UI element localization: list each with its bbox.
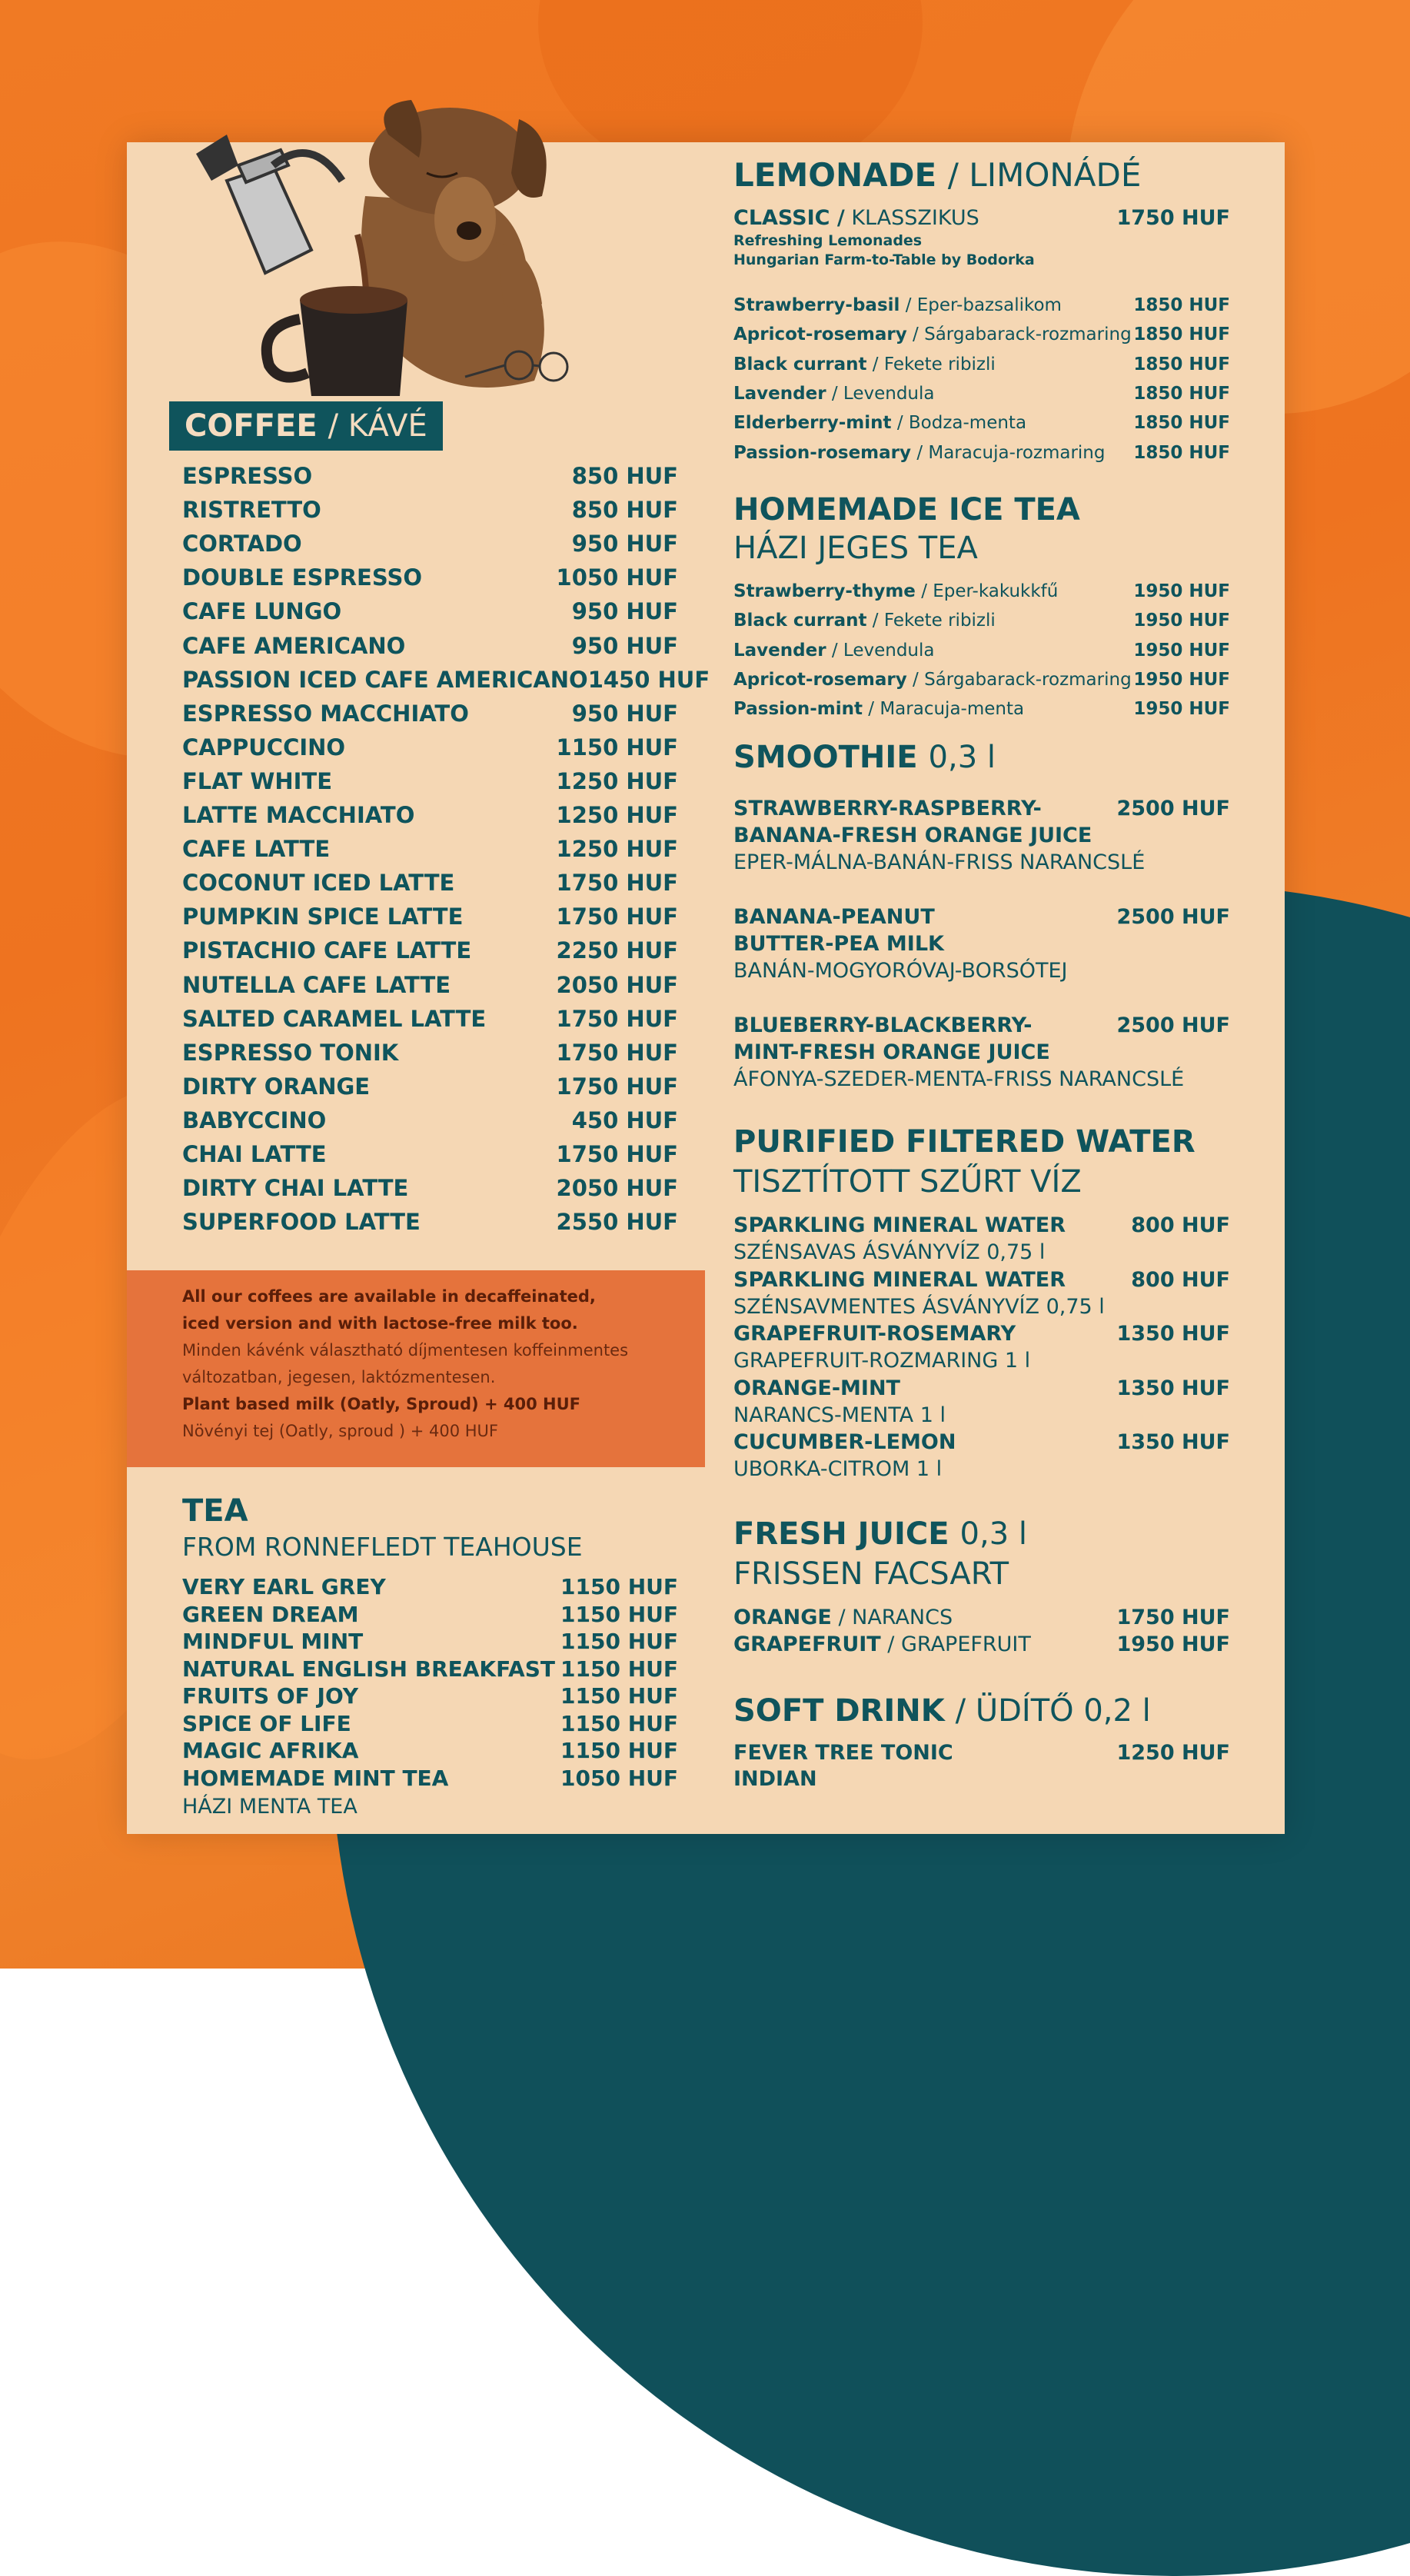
juice-title-hu: FRISSEN FACSART: [733, 1556, 1009, 1592]
lemonade-item-row: [733, 354, 1230, 374]
tea-item-price: 1150 HUF: [560, 1656, 678, 1682]
icetea-item-price: 1950 HUF: [1133, 669, 1230, 690]
coffee-item-row: [182, 1209, 678, 1235]
coffee-item-price: 1250 HUF: [556, 802, 678, 828]
icetea-item-name: Apricot-rosemary: [733, 669, 907, 690]
lemonade-item-row: [733, 324, 1230, 344]
water-item-price: 800 HUF: [1131, 1213, 1230, 1237]
water-item-name: ORANGE-MINT: [733, 1376, 900, 1400]
water-item-row: [733, 1430, 1230, 1454]
icetea-title-hu: HÁZI JEGES TEA: [733, 531, 978, 566]
lemonade-item-hu: / Sárgabarack-rozmaring: [913, 324, 1132, 345]
tea-item-name: GREEN DREAM: [182, 1601, 359, 1627]
smoothie-item-name-2: MINT-FRESH ORANGE JUICE: [733, 1040, 1050, 1064]
tea-item-row: [182, 1738, 678, 1763]
icetea-item-hu: / Eper-kakukkfű: [921, 581, 1059, 601]
coffee-item-name: COCONUT ICED LATTE: [182, 870, 455, 897]
lemonade-item-row: [733, 413, 1230, 433]
coffee-item-name: DIRTY CHAI LATTE: [182, 1175, 409, 1202]
icetea-item-row: [733, 641, 1230, 661]
water-title-hu: TISZTÍTOTT SZŰRT VÍZ: [733, 1164, 1082, 1200]
lemonade-item-price: 1850 HUF: [1133, 442, 1230, 463]
note-line: Plant based milk (Oatly, Sproud) + 400 HUF: [182, 1395, 580, 1413]
water-item-row: [733, 1376, 1230, 1400]
juice-item-row: [733, 1632, 1230, 1656]
coffee-item-name: CHAI LATTE: [182, 1141, 327, 1167]
coffee-item-row: [182, 768, 678, 794]
juice-item-hu: / GRAPEFRUIT: [887, 1632, 1031, 1656]
water-item-name: CUCUMBER-LEMON: [733, 1430, 956, 1454]
smoothie-item-price: 2500 HUF: [1116, 797, 1230, 820]
icetea-item-name: Passion-mint: [733, 699, 863, 720]
water-item-hu: NARANCS-MENTA 1 l: [733, 1403, 946, 1427]
coffee-item-row: [182, 497, 678, 523]
smoothie-item-name-2: BANANA-FRESH ORANGE JUICE: [733, 824, 1092, 847]
smoothie-item-name: STRAWBERRY-RASPBERRY-: [733, 797, 1042, 820]
soft-item-price: 1250 HUF: [1116, 1741, 1230, 1765]
soft-title: SOFT DRINK: [733, 1693, 945, 1729]
coffee-item-name: ESPRESSO MACCHIATO: [182, 700, 469, 727]
coffee-item-price: 450 HUF: [571, 1107, 678, 1133]
icetea-item-hu: / Maracuja-menta: [868, 699, 1025, 720]
lemonade-item-row: [733, 443, 1230, 463]
coffee-item-name: CORTADO: [182, 531, 302, 557]
coffee-item-price: 1750 HUF: [556, 870, 678, 897]
coffee-item-name: SUPERFOOD LATTE: [182, 1209, 421, 1236]
icetea-title: HOMEMADE ICE TEA: [733, 492, 1080, 528]
smoothie-item-row: [733, 797, 1230, 820]
tea-item-price: 1150 HUF: [560, 1601, 678, 1627]
tea-item-row: [182, 1629, 678, 1654]
coffee-item-row: [182, 734, 678, 760]
tea-last-subtitle: HÁZI MENTA TEA: [182, 1795, 357, 1819]
lemonade-title-hu: / LIMONÁDÉ: [947, 156, 1142, 194]
water-item-price: 1350 HUF: [1116, 1322, 1230, 1346]
note-line: All our coffees are available in decaffeinated,: [182, 1287, 596, 1306]
coffee-item-name: CAFE LUNGO: [182, 598, 342, 625]
soft-item-row: [733, 1741, 1230, 1765]
coffee-section-title: [169, 401, 443, 451]
smoothie-item-hu: ÁFONYA-SZEDER-MENTA-FRISS NARANCSLÉ: [733, 1067, 1185, 1091]
tea-title: TEA: [182, 1493, 248, 1529]
tea-subtitle: FROM RONNEFLEDT TEAHOUSE: [182, 1532, 583, 1562]
tea-item-name: HOMEMADE MINT TEA: [182, 1765, 449, 1791]
tea-item-row: [182, 1711, 678, 1736]
lemonade-item-hu: / Bodza-menta: [896, 413, 1027, 434]
lemonade-item-name: Black currant: [733, 354, 867, 374]
coffee-item-name: CAFE LATTE: [182, 836, 331, 863]
icetea-item-label: [733, 699, 1024, 719]
coffee-item-row: [182, 701, 678, 727]
coffee-item-price: 950 HUF: [571, 531, 678, 557]
icetea-item-price: 1950 HUF: [1133, 699, 1230, 720]
tea-item-row: [182, 1656, 678, 1682]
coffee-item-row: [182, 972, 678, 998]
tea-item-name: FRUITS OF JOY: [182, 1683, 359, 1709]
juice-item-name: GRAPEFRUIT: [733, 1632, 881, 1656]
icetea-item-label: [733, 670, 1132, 690]
coffee-item-price: 2050 HUF: [556, 971, 678, 998]
tea-item-price: 1150 HUF: [560, 1574, 678, 1599]
lemonade-item-row: [733, 295, 1230, 315]
juice-item-name: ORANGE: [733, 1606, 832, 1629]
coffee-item-name: CAFE AMERICANO: [182, 632, 406, 659]
lemonade-item-price: 1850 HUF: [1133, 324, 1230, 345]
tea-item-price: 1150 HUF: [560, 1629, 678, 1654]
coffee-item-row: [182, 1006, 678, 1032]
classic-price: 1750 HUF: [1116, 206, 1230, 230]
icetea-item-label: [733, 611, 996, 631]
lemonade-item-label: [733, 324, 1132, 344]
lemonade-item-price: 1850 HUF: [1133, 413, 1230, 434]
coffee-item-name: ESPRESSO: [182, 463, 313, 489]
note-line: Növényi tej (Oatly, sproud ) + 400 HUF: [182, 1422, 498, 1440]
water-item-price: 1350 HUF: [1116, 1430, 1230, 1454]
lemonade-section-title: [733, 156, 1141, 194]
coffee-item-name: RISTRETTO: [182, 497, 321, 524]
soft-section-title: [733, 1693, 1151, 1729]
smoothie-section-title: [733, 740, 996, 775]
classic-name: CLASSIC /: [733, 206, 845, 230]
coffee-item-price: 2050 HUF: [556, 1175, 678, 1202]
coffee-item-price: 950 HUF: [571, 632, 678, 659]
tea-item-price: 1150 HUF: [560, 1683, 678, 1709]
tea-item-name: MAGIC AFRIKA: [182, 1738, 359, 1763]
soft-item-name-2: INDIAN: [733, 1767, 817, 1791]
classic-hu: KLASSZIKUS: [851, 206, 979, 230]
lemonade-item-hu: / Levendula: [831, 383, 935, 404]
icetea-item-price: 1950 HUF: [1133, 581, 1230, 601]
icetea-item-row: [733, 699, 1230, 719]
icetea-item-price: 1950 HUF: [1133, 640, 1230, 661]
water-item-row: [733, 1268, 1230, 1292]
icetea-item-price: 1950 HUF: [1133, 611, 1230, 631]
coffee-note-box: [127, 1270, 705, 1467]
coffee-item-price: 950 HUF: [571, 700, 678, 727]
coffee-item-row: [182, 564, 678, 591]
lemonade-item-row: [733, 384, 1230, 404]
juice-title: FRESH JUICE: [733, 1516, 949, 1552]
icetea-item-name: Black currant: [733, 611, 867, 631]
coffee-title-hu: / KÁVÉ: [328, 408, 427, 444]
tea-item-name: MINDFUL MINT: [182, 1629, 364, 1654]
coffee-item-row: [182, 633, 678, 659]
coffee-item-price: 1250 HUF: [556, 767, 678, 794]
lemonade-item-price: 1850 HUF: [1133, 295, 1230, 315]
lemonade-item-label: [733, 413, 1026, 433]
coffee-item-price: 1050 HUF: [556, 564, 678, 591]
coffee-item-price: 1450 HUF: [587, 666, 710, 693]
lemonade-item-name: Lavender: [733, 383, 826, 404]
juice-item-label: [733, 1632, 1031, 1656]
coffee-item-price: 1750 HUF: [556, 1005, 678, 1032]
tea-item-row: [182, 1683, 678, 1709]
juice-item-price: 1950 HUF: [1116, 1632, 1230, 1656]
coffee-item-row: [182, 1040, 678, 1066]
coffee-item-name: SALTED CARAMEL LATTE: [182, 1005, 487, 1032]
coffee-item-row: [182, 666, 710, 693]
icetea-item-row: [733, 581, 1230, 601]
water-item-row: [733, 1322, 1230, 1346]
smoothie-item-name: BLUEBERRY-BLACKBERRY-: [733, 1013, 1033, 1037]
lemonade-item-name: Elderberry-mint: [733, 413, 892, 434]
smoothie-item-name: BANANA-PEANUT: [733, 905, 935, 929]
juice-item-hu: / NARANCS: [838, 1606, 953, 1629]
coffee-item-row: [182, 802, 678, 828]
coffee-item-row: [182, 463, 678, 489]
lemonade-item-hu: / Fekete ribizli: [872, 354, 996, 374]
lemonade-title: LEMONADE: [733, 156, 937, 194]
classic-desc: Hungarian Farm-to-Table by Bodorka: [733, 251, 1035, 268]
icetea-item-name: Strawberry-thyme: [733, 581, 916, 601]
smoothie-item-hu: EPER-MÁLNA-BANÁN-FRISS NARANCSLÉ: [733, 850, 1146, 874]
lemonade-item-label: [733, 295, 1062, 315]
lemonade-item-price: 1850 HUF: [1133, 354, 1230, 374]
coffee-item-price: 950 HUF: [571, 598, 678, 625]
coffee-item-price: 850 HUF: [571, 497, 678, 524]
coffee-item-price: 1150 HUF: [556, 734, 678, 760]
water-item-hu: GRAPEFRUIT-ROZMARING 1 l: [733, 1349, 1031, 1373]
tea-item-row: [182, 1602, 678, 1627]
water-item-hu: SZÉNSAVMENTES ÁSVÁNYVÍZ 0,75 l: [733, 1294, 1105, 1319]
coffee-item-name: PISTACHIO CAFE LATTE: [182, 937, 472, 964]
note-line: iced version and with lactose-free milk too.: [182, 1314, 578, 1333]
water-item-name: SPARKLING MINERAL WATER: [733, 1213, 1066, 1237]
classic-desc: Refreshing Lemonades: [733, 232, 923, 249]
smoothie-item-name-2: BUTTER-PEA MILK: [733, 932, 944, 956]
coffee-item-name: NUTELLA CAFE LATTE: [182, 971, 451, 998]
smoothie-item-hu: BANÁN-MOGYORÓVAJ-BORSÓTEJ: [733, 959, 1068, 983]
coffee-item-row: [182, 598, 678, 624]
tea-item-price: 1050 HUF: [560, 1765, 678, 1791]
icetea-item-label: [733, 641, 935, 661]
coffee-title: COFFEE: [185, 408, 318, 444]
juice-item-label: [733, 1606, 953, 1629]
coffee-item-name: PUMPKIN SPICE LATTE: [182, 904, 464, 930]
tea-item-name: VERY EARL GREY: [182, 1574, 386, 1599]
note-line: Minden kávénk választható díjmentesen koffeinmentes: [182, 1341, 629, 1360]
smoothie-item-row: [733, 1013, 1230, 1037]
water-item-hu: UBORKA-CITROM 1 l: [733, 1457, 943, 1481]
icetea-item-label: [733, 581, 1058, 601]
tea-item-row: [182, 1574, 678, 1599]
lemonade-item-name: Apricot-rosemary: [733, 324, 907, 345]
coffee-item-price: 1750 HUF: [556, 1073, 678, 1100]
water-item-row: [733, 1213, 1230, 1237]
lemonade-item-price: 1850 HUF: [1133, 383, 1230, 404]
coffee-item-name: FLAT WHITE: [182, 767, 332, 794]
juice-section-title: [733, 1516, 1027, 1552]
coffee-item-price: 1250 HUF: [556, 836, 678, 863]
water-item-name: GRAPEFRUIT-ROSEMARY: [733, 1322, 1016, 1346]
icetea-item-row: [733, 670, 1230, 690]
coffee-item-name: ESPRESSO TONIK: [182, 1039, 399, 1066]
coffee-item-row: [182, 937, 678, 964]
lemonade-item-name: Passion-rosemary: [733, 442, 911, 463]
juice-size: 0,3 l: [959, 1516, 1027, 1552]
coffee-item-row: [182, 870, 678, 896]
lemonade-item-name: Strawberry-basil: [733, 295, 900, 315]
smoothie-item-price: 2500 HUF: [1116, 1013, 1230, 1037]
smoothie-item-row: [733, 905, 1230, 929]
coffee-item-price: 1750 HUF: [556, 1039, 678, 1066]
coffee-item-price: 1750 HUF: [556, 904, 678, 930]
coffee-item-price: 2250 HUF: [556, 937, 678, 964]
water-title: PURIFIED FILTERED WATER: [733, 1124, 1196, 1160]
coffee-item-name: BABYCCINO: [182, 1107, 327, 1133]
coffee-item-name: DOUBLE ESPRESSO: [182, 564, 422, 591]
lemonade-item-hu: / Eper-bazsalikom: [905, 295, 1062, 315]
icetea-item-hu: / Fekete ribizli: [872, 611, 996, 631]
tea-item-name: SPICE OF LIFE: [182, 1710, 351, 1736]
coffee-item-row: [182, 836, 678, 862]
icetea-item-hu: / Levendula: [831, 640, 935, 661]
lemonade-classic-row: [733, 206, 1230, 230]
coffee-item-name: LATTE MACCHIATO: [182, 802, 415, 828]
note-line: változatban, jegesen, laktózmentesen.: [182, 1368, 496, 1386]
lemonade-item-label: [733, 443, 1106, 463]
juice-item-row: [733, 1606, 1230, 1629]
smoothie-item-price: 2500 HUF: [1116, 905, 1230, 929]
smoothie-title: SMOOTHIE: [733, 740, 918, 775]
water-item-name: SPARKLING MINERAL WATER: [733, 1267, 1066, 1292]
juice-item-price: 1750 HUF: [1116, 1606, 1230, 1629]
coffee-item-row: [182, 531, 678, 557]
coffee-item-row: [182, 1175, 678, 1201]
tea-item-row: [182, 1766, 678, 1791]
icetea-item-hu: / Sárgabarack-rozmaring: [913, 669, 1132, 690]
soft-item-name: FEVER TREE TONIC: [733, 1741, 953, 1765]
water-item-price: 800 HUF: [1131, 1267, 1230, 1292]
coffee-item-price: 2550 HUF: [556, 1209, 678, 1236]
coffee-item-row: [182, 1107, 678, 1133]
lemonade-item-label: [733, 354, 996, 374]
tea-item-price: 1150 HUF: [560, 1738, 678, 1763]
coffee-item-price: 1750 HUF: [556, 1141, 678, 1167]
coffee-item-price: 850 HUF: [571, 463, 678, 489]
water-item-hu: SZÉNSAVAS ÁSVÁNYVÍZ 0,75 l: [733, 1240, 1046, 1264]
coffee-item-row: [182, 1073, 678, 1100]
coffee-item-name: PASSION ICED CAFE AMERICANO: [182, 666, 588, 693]
coffee-item-row: [182, 904, 678, 930]
icetea-item-row: [733, 611, 1230, 631]
tea-item-price: 1150 HUF: [560, 1710, 678, 1736]
water-item-price: 1350 HUF: [1116, 1376, 1230, 1400]
dachshund-pouring-coffee-illustration: [196, 88, 580, 411]
lemonade-item-label: [733, 384, 935, 404]
smoothie-size: 0,3 l: [928, 740, 996, 775]
soft-title-hu: / ÜDÍTŐ 0,2 l: [955, 1693, 1151, 1729]
coffee-item-name: CAPPUCCINO: [182, 734, 346, 760]
coffee-item-row: [182, 1141, 678, 1167]
coffee-item-name: DIRTY ORANGE: [182, 1073, 371, 1100]
lemonade-item-hu: / Maracuja-rozmaring: [916, 442, 1106, 463]
icetea-item-name: Lavender: [733, 640, 826, 661]
tea-item-name: NATURAL ENGLISH BREAKFAST: [182, 1656, 555, 1682]
